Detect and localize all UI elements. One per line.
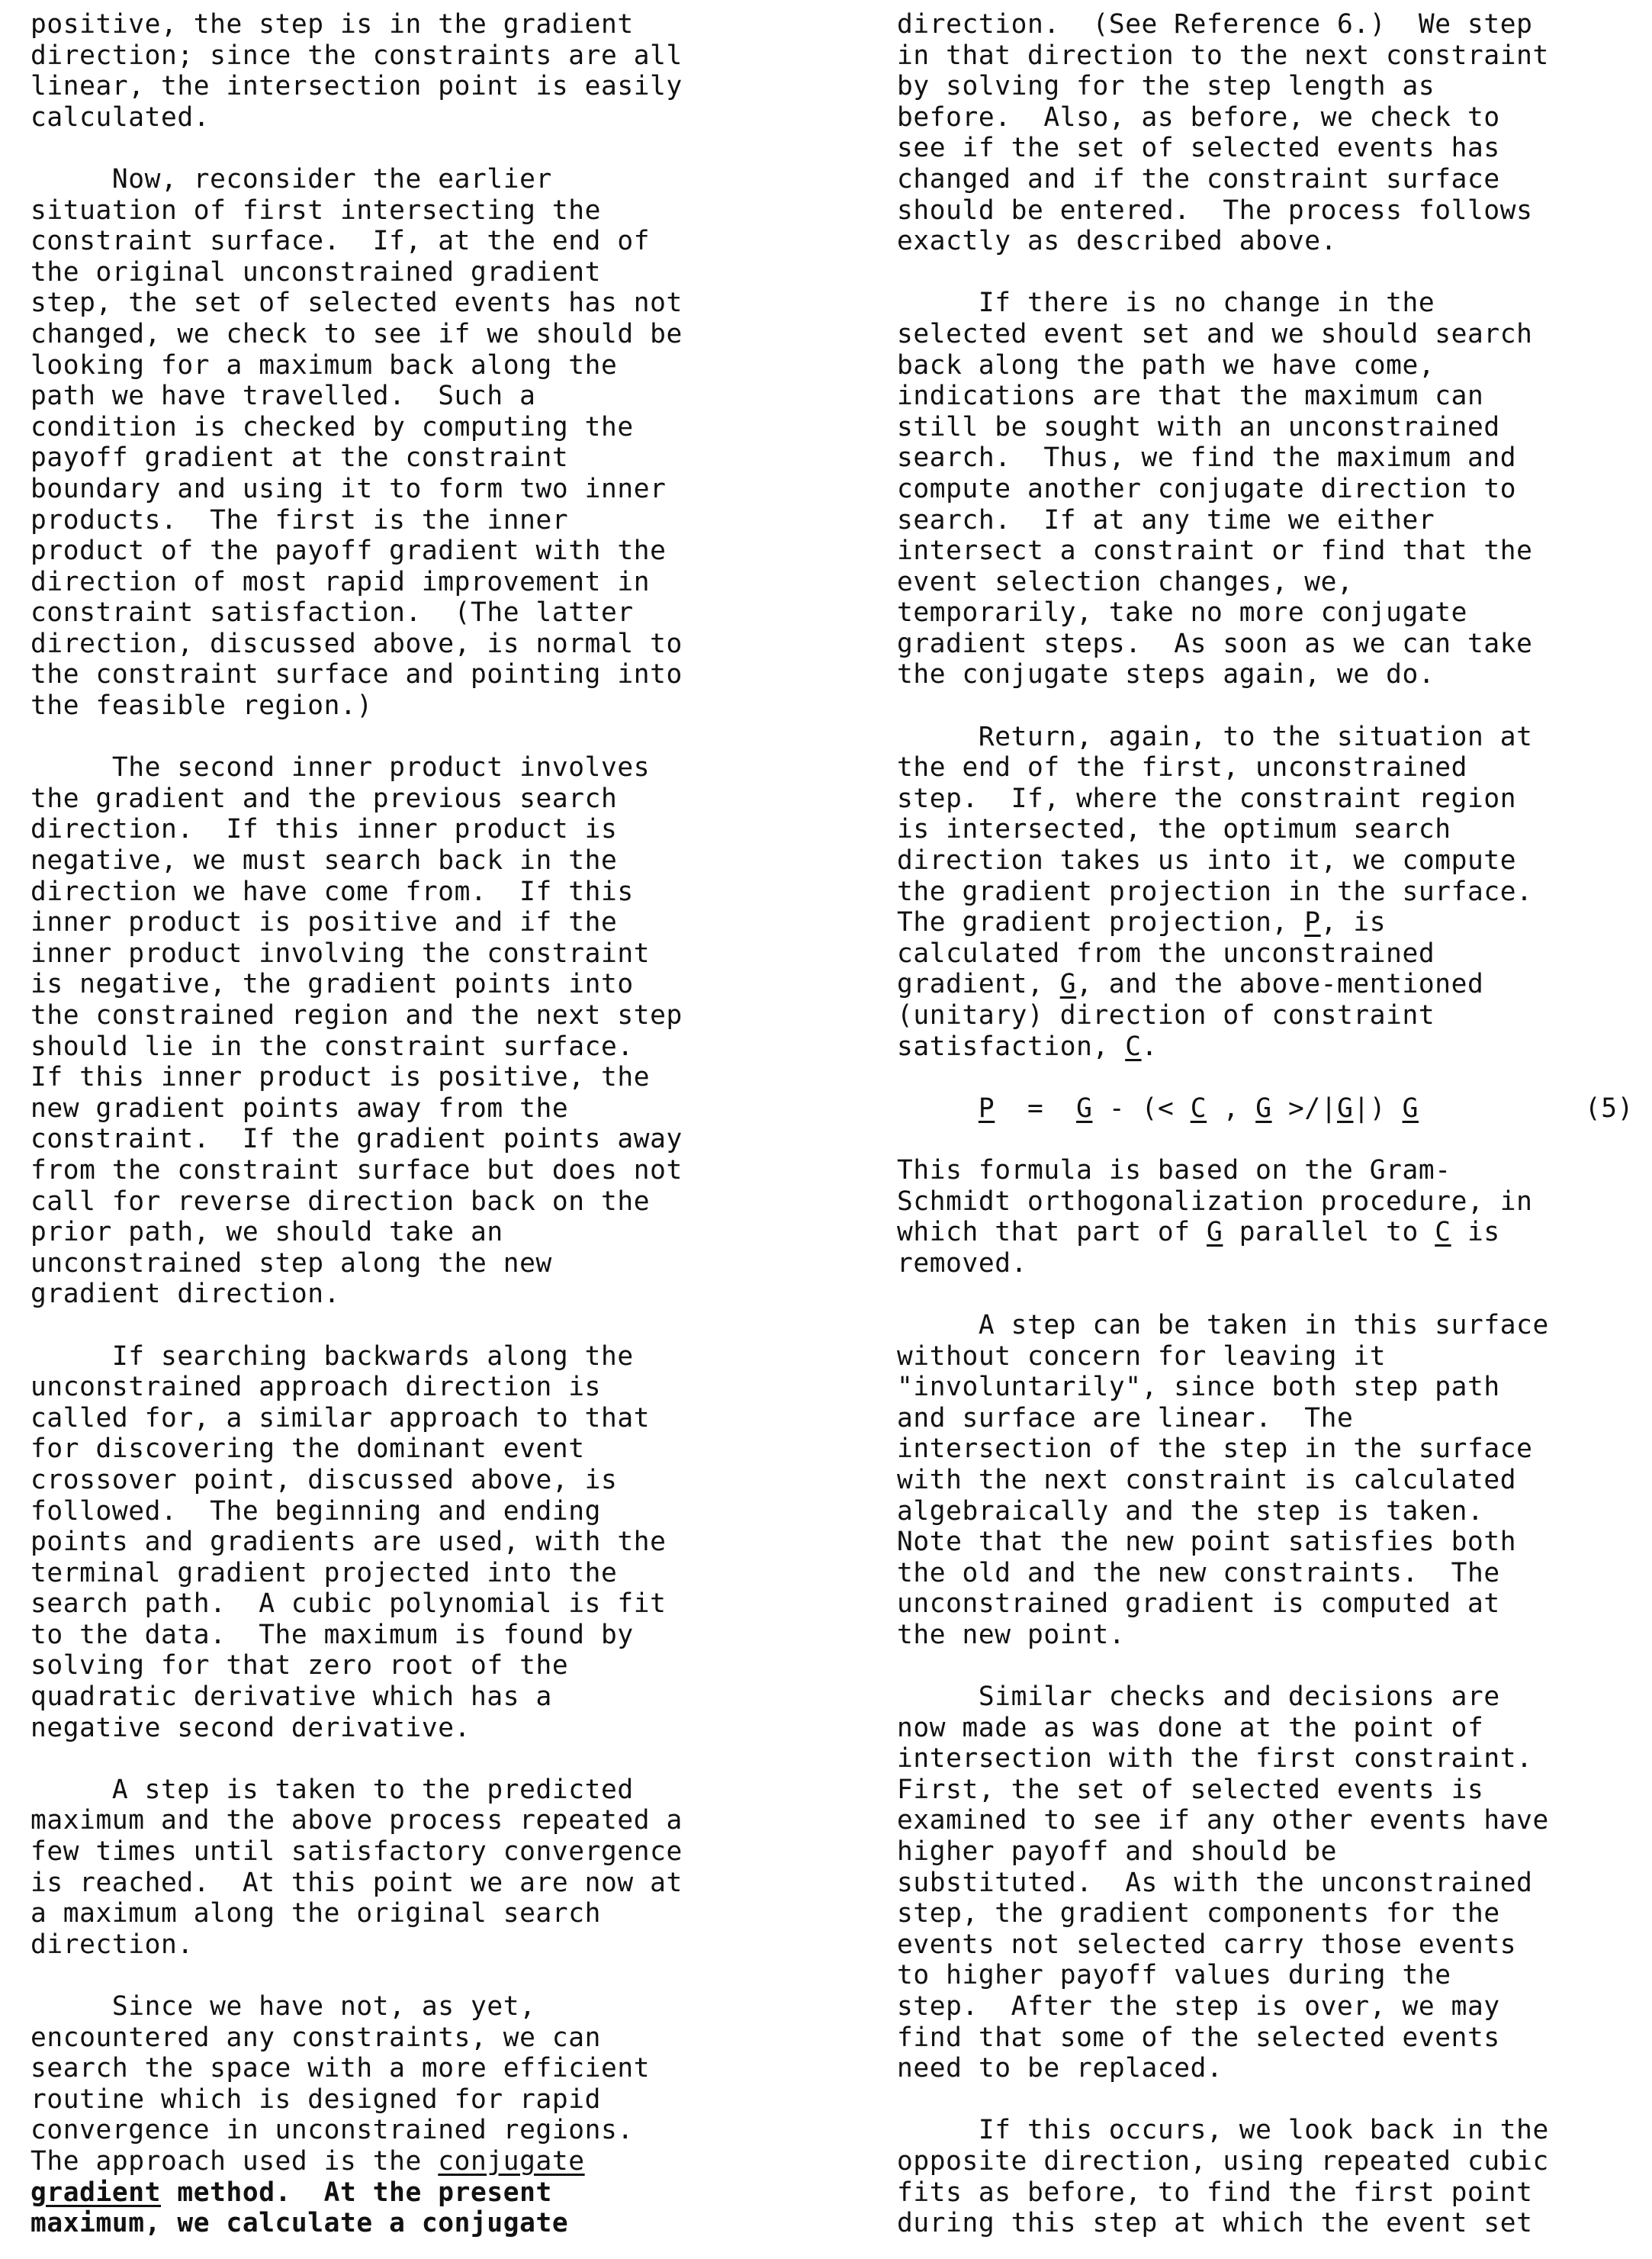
text-line: negative, we must search back in the bbox=[31, 845, 618, 877]
paragraph bbox=[31, 1991, 793, 2146]
text-line: Note that the new point satisfies both bbox=[897, 1527, 1517, 1558]
text-line: intersection of the step in the surface bbox=[897, 1434, 1533, 1465]
left-paragraphs bbox=[31, 9, 793, 2146]
text-line: direction; since the constraints are all bbox=[31, 40, 683, 71]
text-line: quadratic derivative which has a bbox=[31, 1681, 552, 1713]
text-line: by solving for the step length as bbox=[897, 71, 1435, 102]
text-line: to the data. The maximum is found by bbox=[31, 1619, 634, 1650]
text-line: Since we have not, as yet, bbox=[31, 1991, 536, 2022]
text-line: should be entered. The process follows bbox=[897, 195, 1533, 226]
left-column bbox=[31, 9, 793, 2239]
text-line: during this step at which the event set bbox=[897, 2208, 1533, 2239]
right-paragraphs-a bbox=[897, 9, 1644, 722]
text-line: "involuntarily", since both step path bbox=[897, 1372, 1500, 1403]
text-line: changed, we check to see if we should be bbox=[31, 318, 683, 349]
text-line: the gradient projection in the surface. bbox=[897, 876, 1533, 907]
text-line: examined to see if any other events have bbox=[897, 1805, 1549, 1836]
text-line: find that some of the selected events bbox=[897, 2022, 1500, 2053]
paragraph bbox=[897, 2115, 1644, 2238]
text-line: back along the path we have come, bbox=[897, 349, 1435, 381]
text-line: If this inner product is positive, the bbox=[31, 1062, 651, 1093]
text-line: algebraically and the step is taken. bbox=[897, 1495, 1484, 1527]
text-line: compute another conjugate direction to bbox=[897, 473, 1517, 504]
text-line: The second inner product involves bbox=[31, 752, 651, 784]
conjugate-term: conjugate bbox=[438, 2145, 585, 2177]
text-line: step, the gradient components for the bbox=[897, 1898, 1500, 1929]
text-line: search the space with a more efficient bbox=[31, 2053, 651, 2084]
paragraph bbox=[897, 1310, 1644, 1651]
text-line: path we have travelled. Such a bbox=[31, 381, 536, 412]
text-line: temporarily, take no more conjugate bbox=[897, 597, 1467, 629]
text-line: positive, the step is in the gradient bbox=[31, 9, 634, 40]
text-line: First, the set of selected events is bbox=[897, 1774, 1484, 1805]
text-line: maximum, we calculate a conjugate bbox=[31, 2208, 569, 2239]
text-line: which that part of G parallel to C is bbox=[897, 1217, 1500, 1248]
text-line: prior path, we should take an bbox=[31, 1217, 503, 1248]
text-line: indications are that the maximum can bbox=[897, 381, 1484, 412]
text-line: calculated. bbox=[31, 101, 211, 133]
text-line: This formula is based on the Gram- bbox=[897, 1154, 1451, 1186]
text-line: for discovering the dominant event bbox=[31, 1434, 585, 1465]
text-line: crossover point, discussed above, is bbox=[31, 1464, 618, 1495]
text-line: Return, again, to the situation at bbox=[897, 721, 1533, 752]
text-line: removed. bbox=[897, 1247, 1027, 1279]
text-line: exactly as described above. bbox=[897, 226, 1338, 257]
text-line: Schmidt orthogonalization procedure, in bbox=[897, 1186, 1533, 1217]
text-line: call for reverse direction back on the bbox=[31, 1186, 651, 1217]
text-line: product of the payoff gradient with the bbox=[31, 536, 667, 567]
text-line: products. The first is the inner bbox=[31, 504, 569, 536]
text-line: (unitary) direction of constraint bbox=[897, 1000, 1435, 1031]
text-line: terminal gradient projected into the bbox=[31, 1557, 618, 1588]
text-line: substituted. As with the unconstrained bbox=[897, 1867, 1533, 1898]
equation-number: (5) bbox=[1584, 1092, 1634, 1124]
text-line: is negative, the gradient points into bbox=[31, 969, 634, 1000]
text-line: the constraint surface and pointing into bbox=[31, 659, 683, 690]
text-line: and surface are linear. The bbox=[897, 1402, 1354, 1434]
text-line: before. Also, as before, we check to bbox=[897, 101, 1500, 133]
text-line: points and gradients are used, with the bbox=[31, 1527, 667, 1558]
text-line: need to be replaced. bbox=[897, 2053, 1223, 2084]
text-line: should lie in the constraint surface. bbox=[31, 1031, 634, 1062]
text-line: the constrained region and the next step bbox=[31, 1000, 683, 1031]
text-line: from the constraint surface but does not bbox=[31, 1154, 683, 1186]
text-line: boundary and using it to form two inner bbox=[31, 473, 667, 504]
text-line: The approach used is the conjugate bbox=[31, 2145, 585, 2177]
text-line: search path. A cubic polynomial is fit bbox=[31, 1588, 667, 1620]
text-line: gradient direction. bbox=[31, 1279, 341, 1310]
text-line: A step can be taken in this surface bbox=[897, 1309, 1549, 1340]
paragraph bbox=[31, 1775, 793, 1961]
text-line: intersection with the first constraint. bbox=[897, 1743, 1533, 1775]
right-column bbox=[897, 9, 1644, 2239]
text-line: is intersected, the optimum search bbox=[897, 814, 1451, 845]
paragraph bbox=[897, 9, 1644, 257]
text-line: A step is taken to the predicted bbox=[31, 1774, 634, 1805]
text-line: few times until satisfactory convergence bbox=[31, 1836, 683, 1868]
text-line: step. After the step is over, we may bbox=[897, 1991, 1500, 2022]
text-line: new gradient points away from the bbox=[31, 1092, 569, 1124]
text-line: maximum and the above process repeated a bbox=[31, 1805, 683, 1836]
text-line: still be sought with an unconstrained bbox=[897, 411, 1500, 442]
text-line: changed and if the constraint surface bbox=[897, 163, 1500, 195]
gradient-term: gradient bbox=[31, 2177, 161, 2208]
text-line: direction. If this inner product is bbox=[31, 814, 618, 845]
text-line: linear, the intersection point is easily bbox=[31, 71, 683, 102]
text-line: unconstrained step along the new bbox=[31, 1247, 552, 1279]
text-line: the original unconstrained gradient bbox=[31, 256, 601, 288]
text-line: negative second derivative. bbox=[31, 1712, 471, 1743]
right-paragraphs-b bbox=[897, 1310, 1644, 2239]
text-line: constraint. If the gradient points away bbox=[31, 1124, 683, 1155]
text-line: with the next constraint is calculated bbox=[897, 1464, 1517, 1495]
text-line: encountered any constraints, we can bbox=[31, 2022, 601, 2053]
text-line: the new point. bbox=[897, 1619, 1126, 1650]
text-line: inner product involving the constraint bbox=[31, 938, 651, 969]
text-line: the feasible region.) bbox=[31, 690, 373, 722]
text-line: direction, discussed above, is normal to bbox=[31, 628, 683, 659]
text-line: is reached. At this point we are now at bbox=[31, 1867, 683, 1898]
text-line: the gradient and the previous search bbox=[31, 783, 618, 814]
text-line: higher payoff and should be bbox=[897, 1836, 1338, 1868]
text-line: If searching backwards along the bbox=[31, 1340, 634, 1372]
text-line: unconstrained gradient is computed at bbox=[897, 1588, 1500, 1620]
text-line: If this occurs, we look back in the bbox=[897, 2115, 1549, 2146]
text-line: step, the set of selected events has not bbox=[31, 288, 683, 319]
paragraph bbox=[31, 9, 793, 133]
text-line: convergence in unconstrained regions. bbox=[31, 2115, 634, 2146]
text-line: gradient method. At the present bbox=[31, 2177, 552, 2208]
text-line: opposite direction, using repeated cubic bbox=[897, 2145, 1549, 2177]
text-line: the conjugate steps again, we do. bbox=[897, 659, 1435, 690]
text-line: fits as before, to find the first point bbox=[897, 2177, 1533, 2208]
text-line: selected event set and we should search bbox=[897, 318, 1533, 349]
text-line: calculated from the unconstrained bbox=[897, 938, 1435, 969]
text-line: payoff gradient at the constraint bbox=[31, 442, 569, 474]
text-line: direction. (See Reference 6.) We step bbox=[897, 9, 1533, 40]
text-line: constraint satisfaction. (The latter bbox=[31, 597, 634, 629]
paragraph bbox=[897, 288, 1644, 690]
text-line: direction of most rapid improvement in bbox=[31, 566, 651, 597]
text-line: to higher payoff values during the bbox=[897, 1960, 1451, 1991]
text-line: routine which is designed for rapid bbox=[31, 2084, 601, 2115]
text-line: direction we have come from. If this bbox=[31, 876, 634, 907]
text-line: gradient, G, and the above-mentioned bbox=[897, 969, 1484, 1000]
text-line: event selection changes, we, bbox=[897, 566, 1354, 597]
text-line: in that direction to the next constraint bbox=[897, 40, 1549, 71]
text-line: the end of the first, unconstrained bbox=[897, 752, 1467, 784]
text-line: The gradient projection, P, is bbox=[897, 907, 1387, 938]
equation-5: P = G - (< C , G >/|G|) G (5) bbox=[978, 1092, 1634, 1124]
text-line: the old and the new constraints. The bbox=[897, 1557, 1500, 1588]
paragraph bbox=[897, 1681, 1644, 2084]
text-line: search. Thus, we find the maximum and bbox=[897, 442, 1517, 474]
text-line: direction. bbox=[31, 1929, 194, 1960]
text-line: intersect a constraint or find that the bbox=[897, 536, 1533, 567]
paragraph-gram-schmidt bbox=[897, 1155, 1644, 1279]
text-line: unconstrained approach direction is bbox=[31, 1372, 601, 1403]
text-line: now made as was done at the point of bbox=[897, 1712, 1484, 1743]
text-line: If there is no change in the bbox=[897, 288, 1435, 319]
text-line: satisfaction, C. bbox=[897, 1031, 1158, 1062]
text-line: step. If, where the constraint region bbox=[897, 783, 1517, 814]
text-line: condition is checked by computing the bbox=[31, 411, 634, 442]
text-line: see if the set of selected events has bbox=[897, 133, 1500, 164]
text-line: gradient steps. As soon as we can take bbox=[897, 628, 1533, 659]
text-line: constraint surface. If, at the end of bbox=[31, 226, 651, 257]
text-line: events not selected carry those events bbox=[897, 1929, 1517, 1960]
text-line: a maximum along the original search bbox=[31, 1898, 601, 1929]
text-line: search. If at any time we either bbox=[897, 504, 1435, 536]
text-line: looking for a maximum back along the bbox=[31, 349, 618, 381]
text-line: solving for that zero root of the bbox=[31, 1650, 569, 1681]
paragraph bbox=[31, 752, 793, 1310]
text-line: inner product is positive and if the bbox=[31, 907, 618, 938]
text-line: called for, a similar approach to that bbox=[31, 1402, 651, 1434]
text-line: without concern for leaving it bbox=[897, 1340, 1387, 1372]
text-line: followed. The beginning and ending bbox=[31, 1495, 601, 1527]
text-line: Similar checks and decisions are bbox=[897, 1681, 1500, 1713]
paragraph-gradient-projection bbox=[897, 722, 1644, 1063]
text-line: direction takes us into it, we compute bbox=[897, 845, 1517, 877]
text-line: situation of first intersecting the bbox=[31, 195, 601, 226]
text-line: Now, reconsider the earlier bbox=[31, 163, 552, 195]
paragraph bbox=[31, 164, 793, 722]
paragraph bbox=[31, 1341, 793, 1744]
